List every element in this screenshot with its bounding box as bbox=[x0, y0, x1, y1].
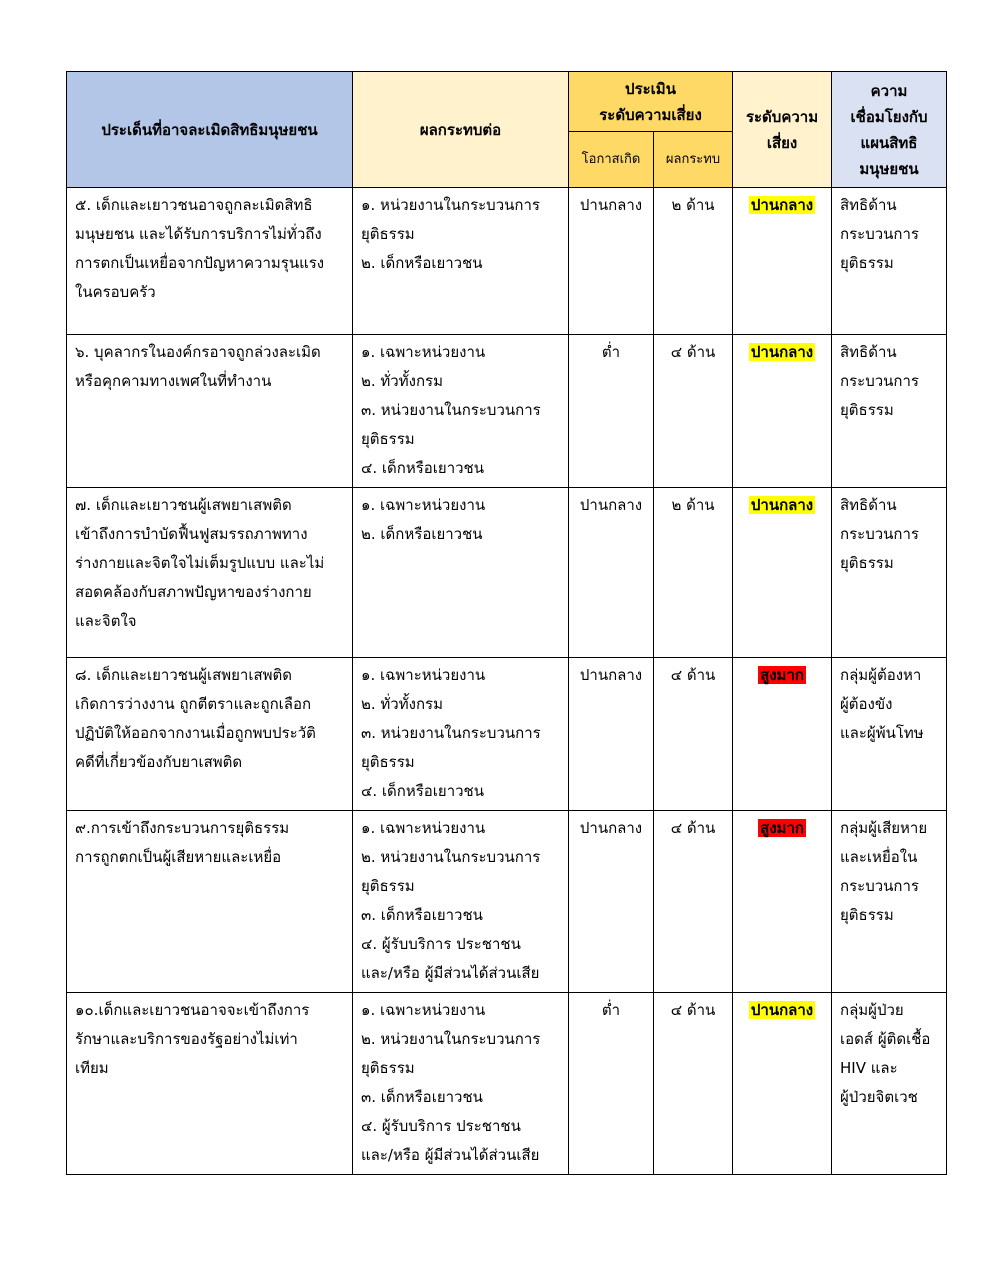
risk-level-badge: ปานกลาง bbox=[750, 1001, 814, 1019]
issue-cell: ๘. เด็กและเยาวชนผู้เสพยาเสพติด เกิดการว่างงาน ถูกตีตราและถูกเลือก ปฏิบัติให้ออกจากงานเมื่อถูกพบประวัติ คดีที่เกี่ยวข้องกับยาเสพติด bbox=[67, 658, 353, 811]
impact-cell: ๑. เฉพาะหน่วยงาน ๒. หน่วยงานในกระบวนการ ยุติธรรม ๓. เด็กหรือเยาวชน ๔. ผู้รับบริการ ประชาชน และ/หรือ ผู้มีส่วนได้ส่วนเสีย bbox=[353, 993, 569, 1175]
impact-cell: ๑. เฉพาะหน่วยงาน ๒. เด็กหรือเยาวชน bbox=[353, 488, 569, 658]
effect-cell: ๔ ด้าน bbox=[654, 658, 733, 811]
impact-cell: ๑. เฉพาะหน่วยงาน ๒. ทั่วทั้งกรม ๓. หน่วยงานในกระบวนการ ยุติธรรม ๔. เด็กหรือเยาวชน bbox=[353, 658, 569, 811]
table-row bbox=[67, 993, 947, 1175]
risk-level-badge: สูงมาก bbox=[760, 666, 804, 684]
risk-assessment-table bbox=[66, 71, 947, 1175]
plan-link-cell: กลุ่มผู้ป่วย เอดส์ ผู้ติดเชื้อ HIV และ ผู้ป่วยจิตเวช bbox=[832, 993, 947, 1175]
risk-level-cell bbox=[733, 488, 832, 658]
effect-cell: ๔ ด้าน bbox=[654, 811, 733, 993]
likelihood-cell: ปานกลาง bbox=[569, 811, 654, 993]
risk-level-cell bbox=[733, 658, 832, 811]
likelihood-cell: ต่ำ bbox=[569, 335, 654, 488]
issue-cell: ๖. บุคลากรในองค์กรอาจถูกล่วงละเมิด หรือคุกคามทางเพศในที่ทำงาน bbox=[67, 335, 353, 488]
plan-link-cell: สิทธิด้าน กระบวนการ ยุติธรรม bbox=[832, 188, 947, 335]
issue-cell: ๗. เด็กและเยาวชนผู้เสพยาเสพติด เข้าถึงการบำบัดฟื้นฟูสมรรถภาพทาง ร่างกายและจิตใจไม่เต็มรูปแบบ และไม่ สอดคล้องกับสภาพปัญหาของร่างกาย และจิตใจ bbox=[67, 488, 353, 658]
header-effect: ผลกระทบ bbox=[654, 132, 733, 188]
effect-cell: ๒ ด้าน bbox=[654, 188, 733, 335]
risk-level-cell bbox=[733, 993, 832, 1175]
issue-cell: ๑๐.เด็กและเยาวชนอาจจะเข้าถึงการ รักษาและบริการของรัฐอย่างไม่เท่า เทียม bbox=[67, 993, 353, 1175]
likelihood-cell: ต่ำ bbox=[569, 993, 654, 1175]
effect-cell: ๔ ด้าน bbox=[654, 993, 733, 1175]
table-row bbox=[67, 335, 947, 488]
header-risk-level: ระดับความ เสี่ยง bbox=[733, 72, 832, 188]
risk-level-badge: ปานกลาง bbox=[750, 343, 814, 361]
risk-level-cell bbox=[733, 811, 832, 993]
plan-link-cell: กลุ่มผู้ต้องหา ผู้ต้องขัง และผู้พ้นโทษ bbox=[832, 658, 947, 811]
impact-cell: ๑. เฉพาะหน่วยงาน ๒. หน่วยงานในกระบวนการ ยุติธรรม ๓. เด็กหรือเยาวชน ๔. ผู้รับบริการ ประชาชน และ/หรือ ผู้มีส่วนได้ส่วนเสีย bbox=[353, 811, 569, 993]
risk-level-badge: ปานกลาง bbox=[750, 196, 814, 214]
plan-link-cell: กลุ่มผู้เสียหาย และเหยื่อใน กระบวนการ ยุติธรรม bbox=[832, 811, 947, 993]
effect-cell: ๔ ด้าน bbox=[654, 335, 733, 488]
impact-cell: ๑. เฉพาะหน่วยงาน ๒. ทั่วทั้งกรม ๓. หน่วยงานในกระบวนการ ยุติธรรม ๔. เด็กหรือเยาวชน bbox=[353, 335, 569, 488]
table-row bbox=[67, 658, 947, 811]
impact-cell: ๑. หน่วยงานในกระบวนการ ยุติธรรม ๒. เด็กหรือเยาวชน bbox=[353, 188, 569, 335]
likelihood-cell: ปานกลาง bbox=[569, 188, 654, 335]
plan-link-cell: สิทธิด้าน กระบวนการ ยุติธรรม bbox=[832, 488, 947, 658]
header-impact: ผลกระทบต่อ bbox=[353, 72, 569, 188]
header-plan-link: ความ เชื่อมโยงกับ แผนสิทธิ มนุษยชน bbox=[832, 72, 947, 188]
table-row bbox=[67, 811, 947, 993]
risk-level-cell bbox=[733, 335, 832, 488]
risk-level-cell bbox=[733, 188, 832, 335]
risk-level-badge: สูงมาก bbox=[760, 819, 804, 837]
effect-cell: ๒ ด้าน bbox=[654, 488, 733, 658]
plan-link-cell: สิทธิด้าน กระบวนการ ยุติธรรม bbox=[832, 335, 947, 488]
likelihood-cell: ปานกลาง bbox=[569, 488, 654, 658]
table-row bbox=[67, 188, 947, 335]
issue-cell: ๙.การเข้าถึงกระบวนการยุติธรรม การถูกตกเป็นผู้เสียหายและเหยื่อ bbox=[67, 811, 353, 993]
header-likelihood: โอกาสเกิด bbox=[569, 132, 654, 188]
table-row bbox=[67, 488, 947, 658]
likelihood-cell: ปานกลาง bbox=[569, 658, 654, 811]
issue-cell: ๕. เด็กและเยาวชนอาจถูกละเมิดสิทธิ มนุษยชน และได้รับการบริการไม่ทั่วถึง การตกเป็นเหยื่อจากปัญหาความรุนแรง ในครอบครัว bbox=[67, 188, 353, 335]
risk-level-badge: ปานกลาง bbox=[750, 496, 814, 514]
header-issue: ประเด็นที่อาจละเมิดสิทธิมนุษยชน bbox=[67, 72, 353, 188]
header-risk-assessment: ประเมิน ระดับความเสี่ยง bbox=[569, 72, 733, 132]
